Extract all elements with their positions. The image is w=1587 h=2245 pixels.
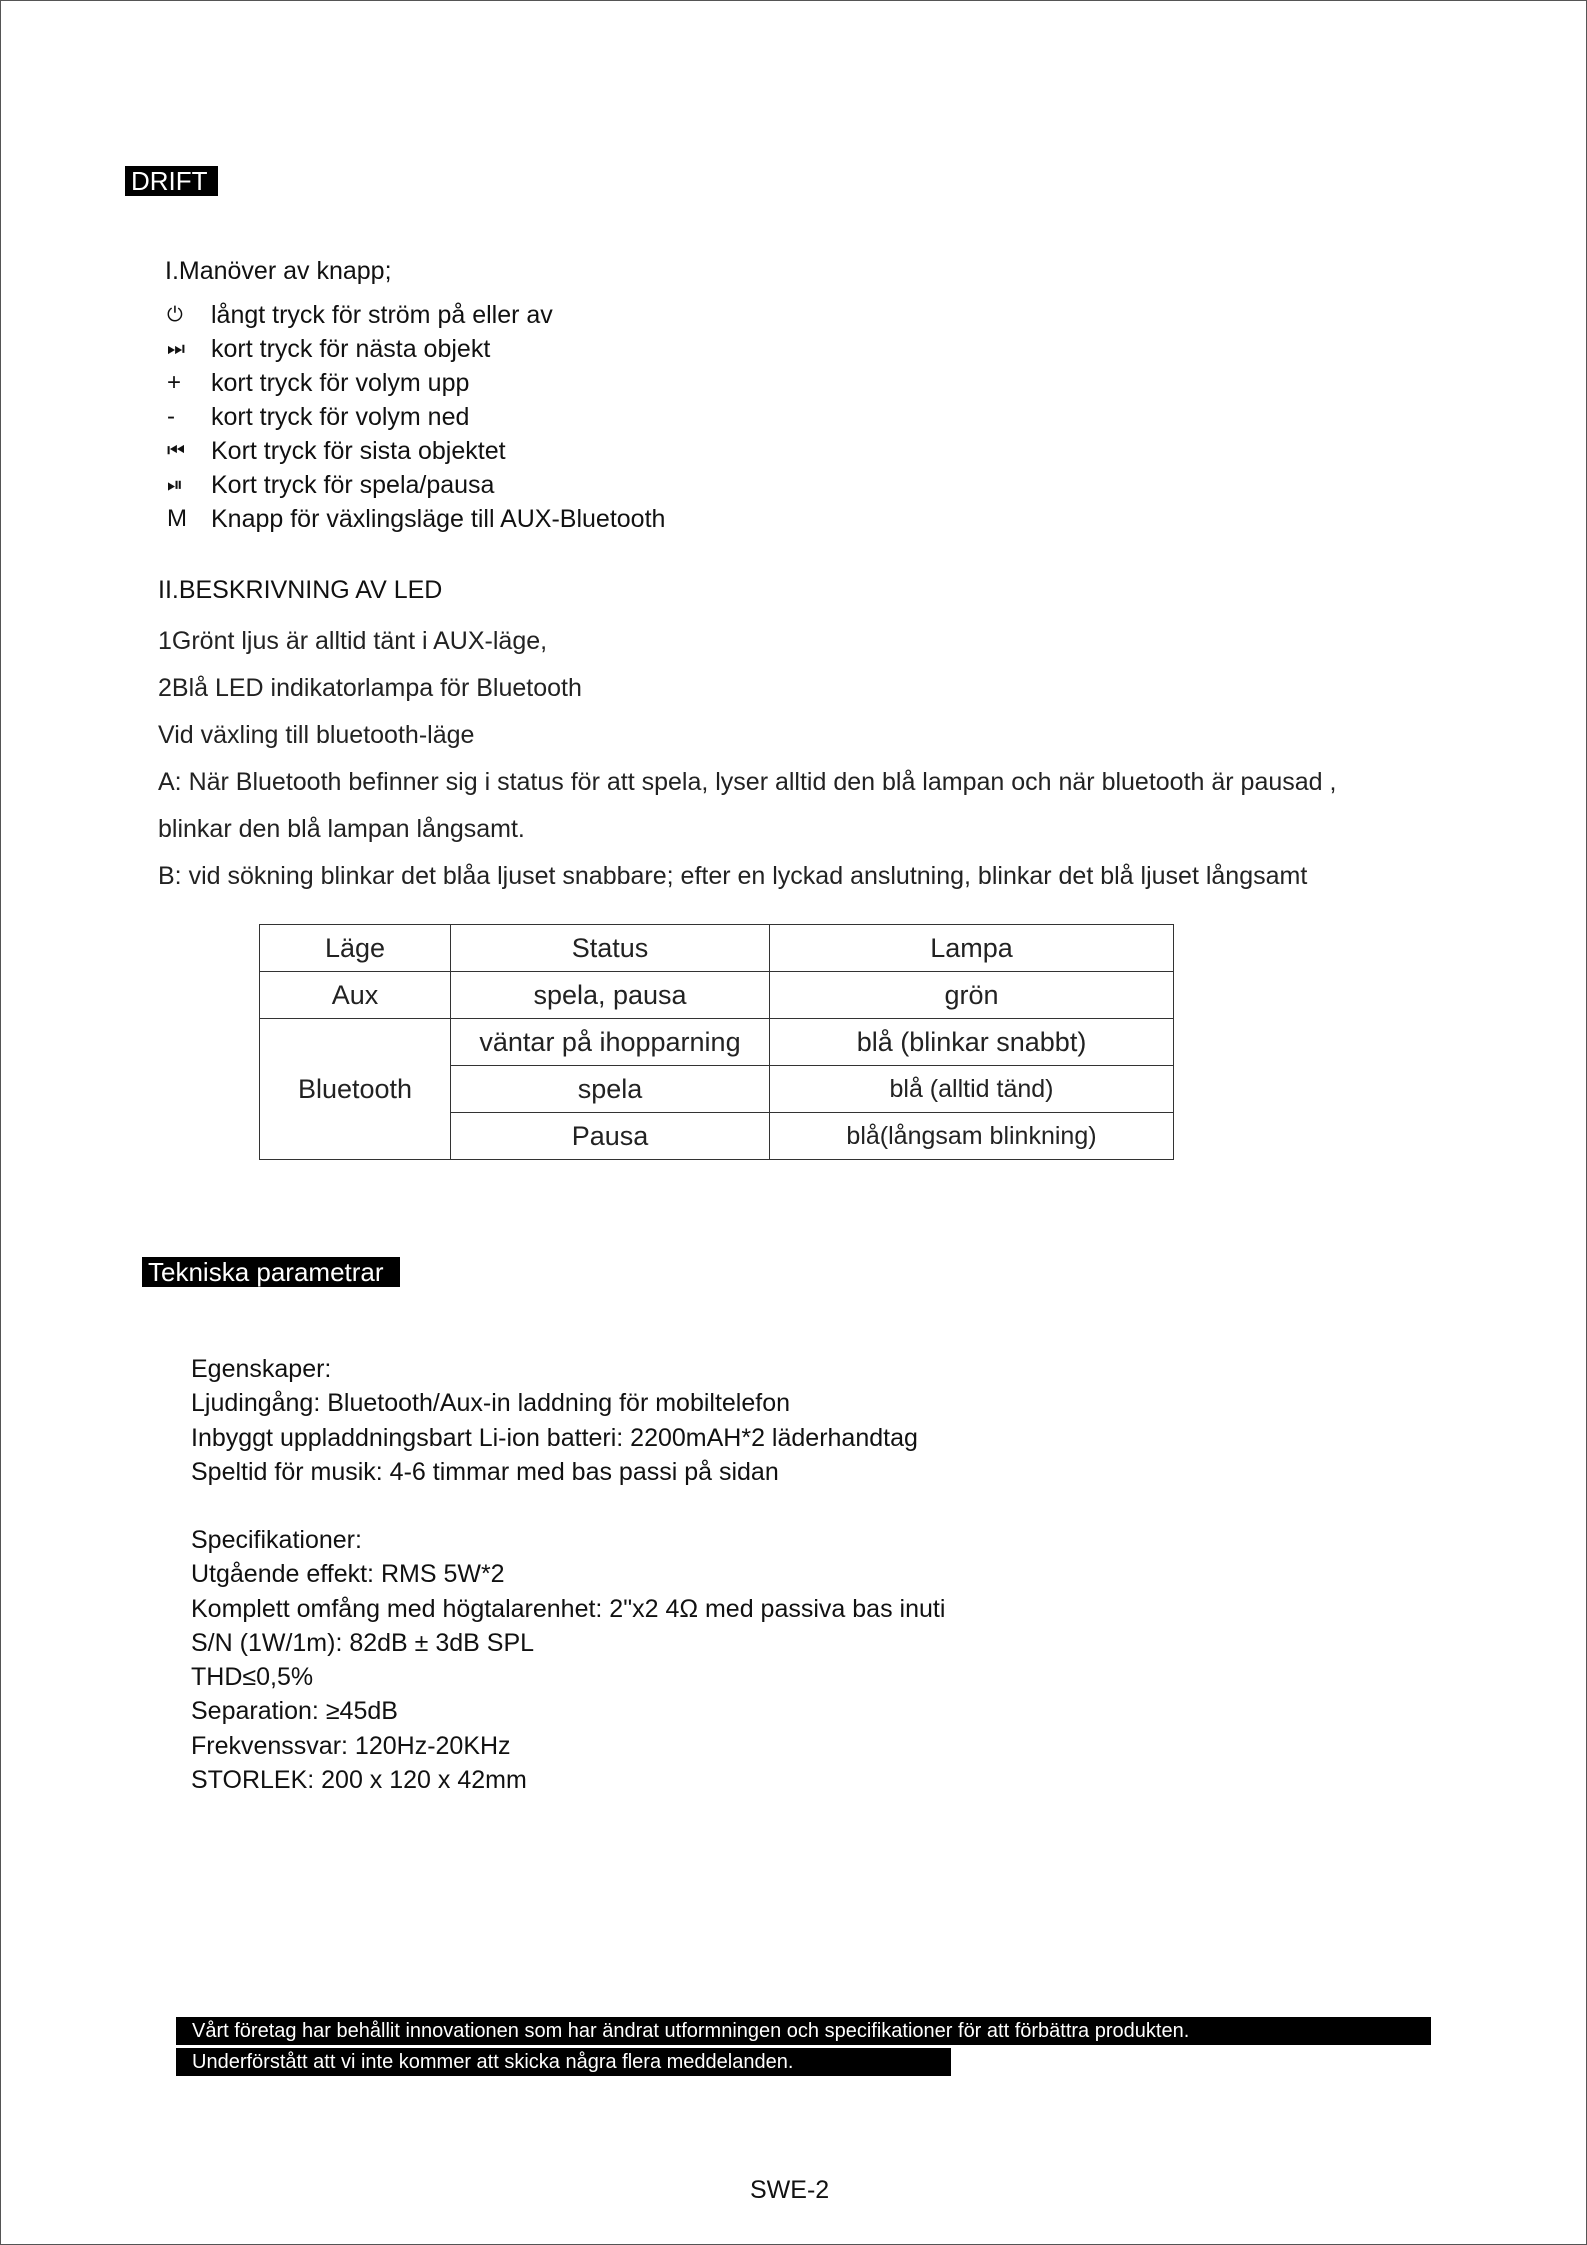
led-line: blinkar den blå lampan långsamt. xyxy=(158,815,525,843)
button-item xyxy=(167,332,665,366)
header-status: Status xyxy=(451,925,770,972)
button-item xyxy=(167,502,665,536)
button-description: långt tryck för ström på eller av xyxy=(211,300,553,329)
button-item xyxy=(167,366,665,400)
power-icon: ⏻ xyxy=(167,303,183,326)
button-description: Kort tryck för sista objektet xyxy=(211,436,506,465)
property-line: Speltid för musik: 4-6 timmar med bas passi på sidan xyxy=(191,1457,779,1486)
section-heading-drift: DRIFT xyxy=(125,166,218,196)
previous-track-icon: ⏮ xyxy=(167,439,185,462)
led-line: B: vid sökning blinkar det blåa ljuset snabbare; efter en lyckad anslutning, blinkar det blå ljuset långsamt xyxy=(158,862,1308,890)
section-heading-tech: Tekniska parametrar xyxy=(142,1257,400,1287)
cell-lamp: blå(långsam blinkning) xyxy=(770,1113,1174,1160)
buttons-title: I.Manöver av knapp; xyxy=(165,257,392,285)
cell-lamp: blå (alltid tänd) xyxy=(770,1066,1174,1113)
button-item xyxy=(167,400,665,434)
notice-line: Vårt företag har behållit innovationen som har ändrat utformningen och specifikationer för att förbättra produkten. xyxy=(176,2017,1431,2045)
cell-status: spela xyxy=(451,1066,770,1113)
properties-title: Egenskaper: xyxy=(191,1355,332,1383)
button-item xyxy=(167,468,665,502)
cell-status: spela, pausa xyxy=(451,972,770,1019)
plus-icon: + xyxy=(167,369,182,396)
button-description: kort tryck för volym ned xyxy=(211,402,470,431)
page-number: SWE-2 xyxy=(750,2176,830,2204)
next-track-icon: ⏭ xyxy=(167,337,185,360)
mode-icon: M xyxy=(167,505,187,532)
property-line: Ljudingång: Bluetooth/Aux-in laddning för mobiltelefon xyxy=(191,1389,791,1418)
minus-icon: - xyxy=(167,403,175,430)
property-line: Inbyggt uppladdningsbart Li-ion batteri: 2200mAH*2 läderhandtag xyxy=(191,1423,918,1452)
properties-list xyxy=(191,1352,918,1489)
button-item xyxy=(167,434,665,468)
table-row xyxy=(260,972,1174,1019)
led-line: Vid växling till bluetooth-läge xyxy=(158,721,475,749)
spec-line: Komplett omfång med högtalarenhet: 2"x2 4Ω med passiva bas inuti xyxy=(191,1594,946,1623)
header-mode: Läge xyxy=(260,925,451,972)
led-line: 2Blå LED indikatorlampa för Bluetooth xyxy=(158,674,582,702)
cell-mode-bluetooth: Bluetooth xyxy=(260,1019,451,1160)
notice-line: Underförstått att vi inte kommer att skicka några flera meddelanden. xyxy=(176,2048,951,2076)
table-row xyxy=(260,1019,1174,1066)
spec-line: Frekvenssvar: 120Hz-20KHz xyxy=(191,1731,511,1760)
led-line: 1Grönt ljus är alltid tänt i AUX-läge, xyxy=(158,627,548,655)
button-description: Knapp för växlingsläge till AUX-Bluetooth xyxy=(211,504,666,533)
cell-lamp: grön xyxy=(770,972,1174,1019)
spec-line: STORLEK: 200 x 120 x 42mm xyxy=(191,1766,527,1795)
button-description: Kort tryck för spela/pausa xyxy=(211,470,495,499)
led-description-title: II.BESKRIVNING AV LED xyxy=(158,576,443,604)
cell-lamp: blå (blinkar snabbt) xyxy=(770,1019,1174,1066)
specifications-list xyxy=(191,1523,945,1797)
play-pause-icon: ⏯ xyxy=(167,473,183,496)
spec-line: THD≤0,5% xyxy=(191,1663,314,1692)
led-line: A: När Bluetooth befinner sig i status för att spela, lyser alltid den blå lampan och när bluetooth är pausad , xyxy=(158,768,1337,796)
button-description: kort tryck för volym upp xyxy=(211,368,470,397)
button-list xyxy=(167,298,665,536)
table-header-row xyxy=(260,925,1174,972)
button-item xyxy=(167,298,665,332)
spec-line: Separation: ≥45dB xyxy=(191,1697,398,1726)
cell-status: väntar på ihopparning xyxy=(451,1019,770,1066)
led-status-table xyxy=(259,924,1174,1160)
led-description xyxy=(158,618,1458,900)
spec-line: S/N (1W/1m): 82dB ± 3dB SPL xyxy=(191,1628,535,1657)
cell-mode-aux: Aux xyxy=(260,972,451,1019)
cell-status: Pausa xyxy=(451,1113,770,1160)
button-description: kort tryck för nästa objekt xyxy=(211,334,491,363)
specifications-title: Specifikationer: xyxy=(191,1526,362,1554)
header-lamp: Lampa xyxy=(770,925,1174,972)
spec-line: Utgående effekt: RMS 5W*2 xyxy=(191,1560,505,1589)
